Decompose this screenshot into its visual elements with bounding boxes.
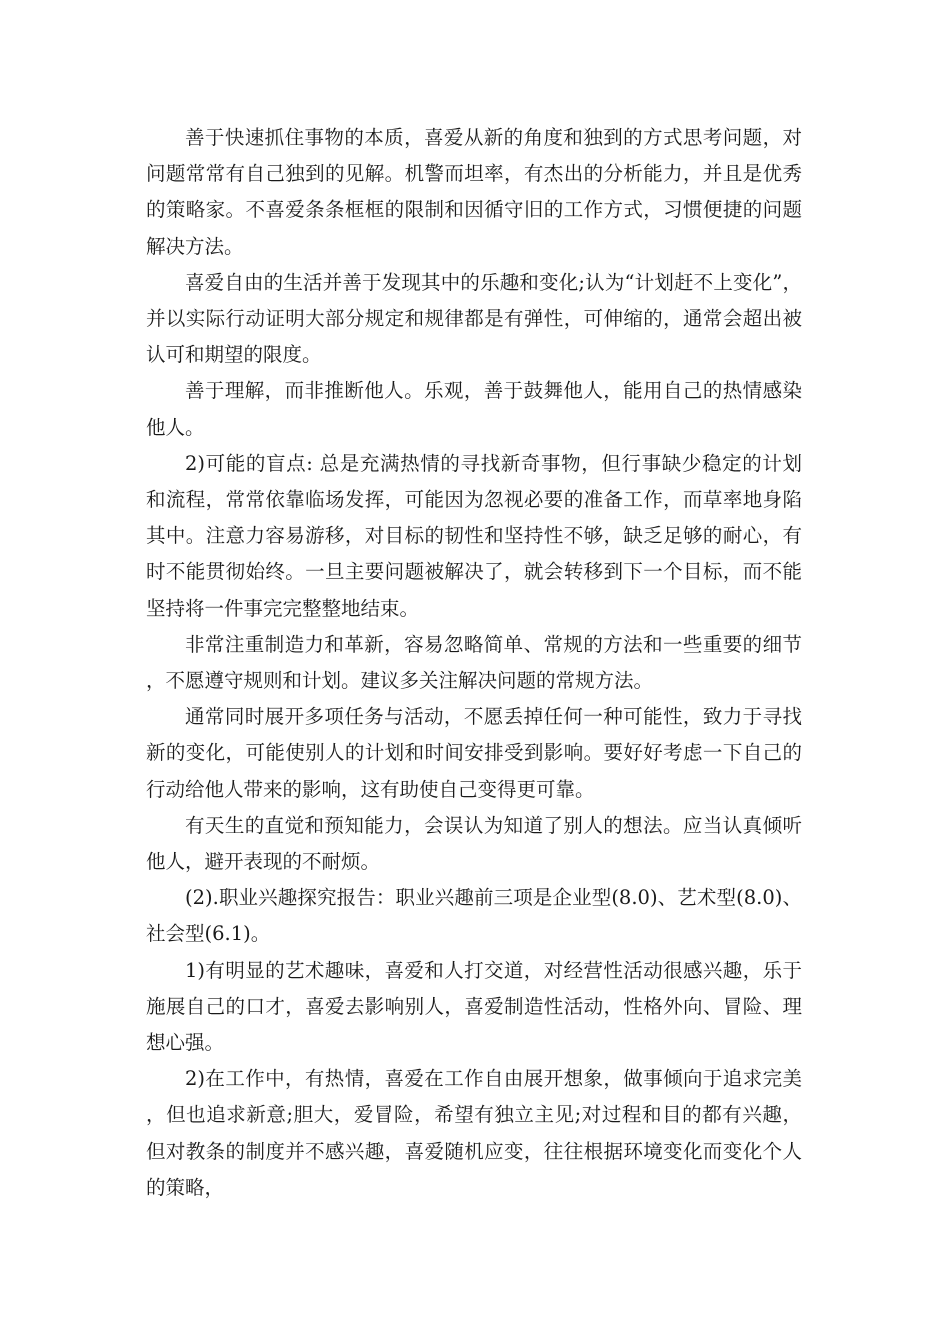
paragraph-7: 有天生的直觉和预知能力，会误认为知道了别人的想法。应当认真倾听他人，避开表现的不耐烦。 — [146, 813, 802, 874]
body-text — [146, 120, 802, 1206]
paragraph-4-blind-spots: 2)可能的盲点: 总是充满热情的寻找新奇事物，但行事缺少稳定的计划和流程，常常依靠临场发挥，可能因为忽视必要的准备工作，而草率地身陷其中。注意力容易游移，对目标的韧性和坚持性不够，缺乏足够的耐心，有时不能贯彻始终。一旦主要问题被解决了，就会转移到下一个目标，而不能坚持将一件事完完整整地结束。 — [146, 451, 802, 620]
paragraph-1: 善于快速抓住事物的本质，喜爱从新的角度和独到的方式思考问题，对问题常常有自己独到的见解。机警而坦率，有杰出的分析能力，并且是优秀的策略家。不喜爱条条框框的限制和因循守旧的工作方式，习惯便捷的问题解决方法。 — [146, 126, 802, 258]
paragraph-8-career-interest: (2).职业兴趣探究报告：职业兴趣前三项是企业型(8.0)、艺术型(8.0)、社会型(6.1)。 — [146, 886, 802, 946]
paragraph-3: 善于理解，而非推断他人。乐观，善于鼓舞他人，能用自己的热情感染他人。 — [146, 379, 802, 439]
paragraph-2: 喜爱自由的生活并善于发现其中的乐趣和变化;认为“计划赶不上变化”，并以实际行动证明大部分规定和规律都是有弹性，可伸缩的，通常会超出被认可和期望的限度。 — [146, 270, 802, 367]
paragraph-9: 1)有明显的艺术趣味，喜爱和人打交道，对经营性活动很感兴趣，乐于施展自己的口才，喜爱去影响别人，喜爱制造性活动，性格外向、冒险、理想心强。 — [146, 958, 802, 1055]
paragraph-6: 通常同时展开多项任务与活动，不愿丢掉任何一种可能性，致力于寻找新的变化，可能使别人的计划和时间安排受到影响。要好好考虑一下自己的行动给他人带来的影响，这有助使自己变得更可靠。 — [146, 705, 802, 801]
paragraph-10: 2)在工作中，有热情，喜爱在工作自由展开想象，做事倾向于追求完美，但也追求新意;胆大，爱冒险，希望有独立主见;对过程和目的都有兴趣，但对教条的制度并不感兴趣，喜爱随机应变，往往根据环境变化而变化个人的策略， — [146, 1067, 802, 1199]
paragraph-5: 非常注重制造力和革新，容易忽略简单、常规的方法和一些重要的细节，不愿遵守规则和计划。建议多关注解决问题的常规方法。 — [146, 632, 802, 693]
